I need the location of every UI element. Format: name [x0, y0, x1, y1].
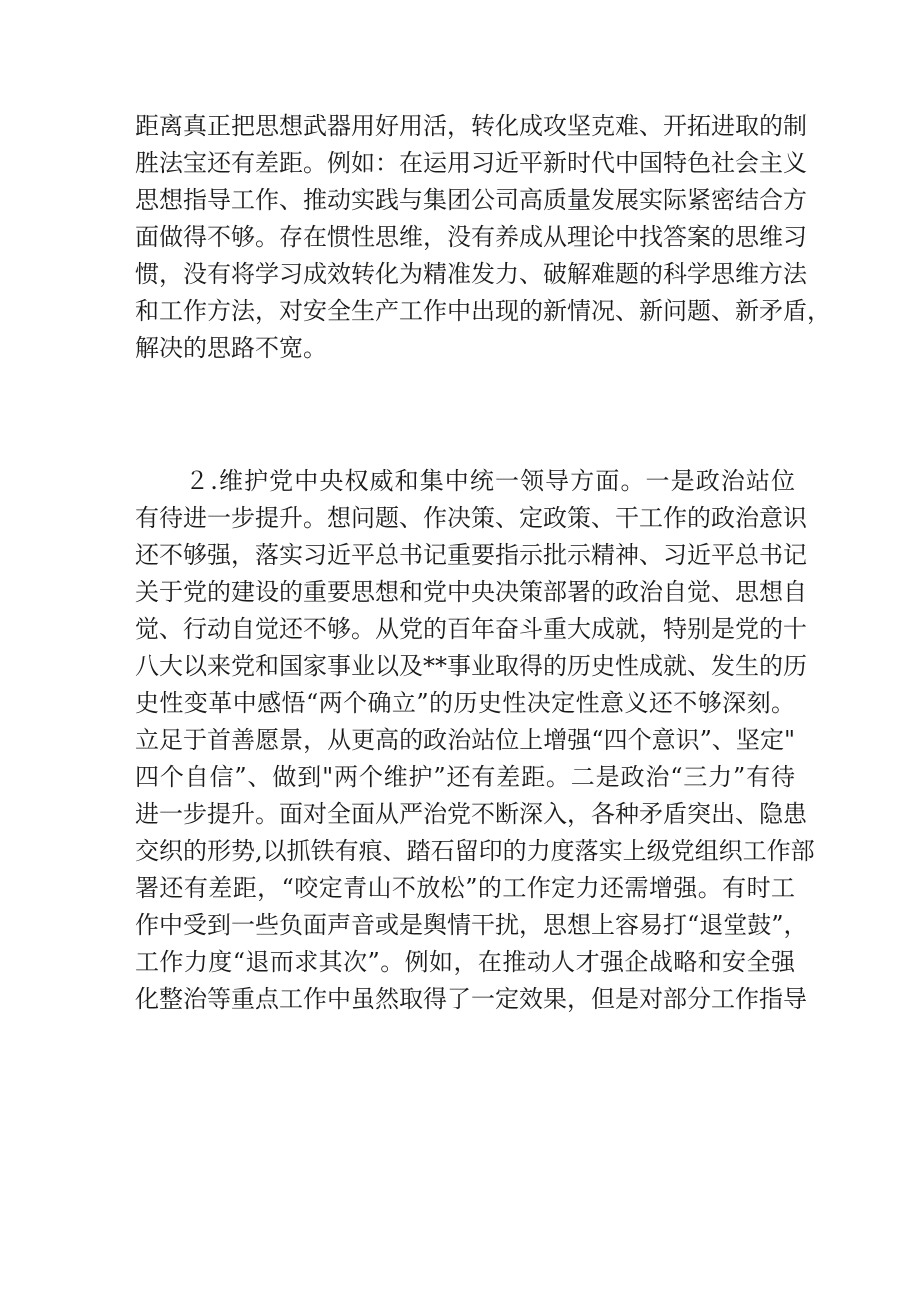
- text-line: 交织的形势,以抓铁有痕、踏石留印的力度落实上级党组织工作部: [135, 837, 815, 865]
- text-line: 面做得不够。存在惯性思维，没有养成从理论中找答案的思维习: [135, 223, 807, 251]
- text-line: 惯，没有将学习成效转化为精准发力、破解难题的科学思维方法: [135, 260, 807, 288]
- text-line: 署还有差距，“咬定青山不放松”的工作定力还需增强。有时工: [135, 874, 795, 902]
- text-line: 距离真正把思想武器用好用活，转化成攻坚克难、开拓进取的制: [135, 112, 807, 140]
- paragraph-continuation: [135, 108, 831, 367]
- text-line: 八大以来党和国家事业以及**事业取得的历史性成就、发生的历: [135, 652, 807, 680]
- text-line: 和工作方法，对安全生产工作中出现的新情况、新问题、新矛盾，: [135, 297, 831, 325]
- text-line: 胜法宝还有差距。例如：在运用习近平新时代中国特色社会主义: [135, 149, 807, 177]
- text-line: 关于党的建设的重要思想和党中央决策部署的政治自觉、思想自: [135, 578, 807, 606]
- text-line: 史性变革中感悟“两个确立”的历史性决定性意义还不够深刻。: [135, 689, 795, 717]
- text-line: 立足于首善愿景，从更高的政治站位上增强“四个意识”、坚定": [135, 726, 795, 754]
- section-heading-line: ２.维护党中央权威和集中统一领导方面。一是政治站位: [135, 467, 795, 495]
- text-line: 四个自信”、做到"两个维护”还有差距。二是政治“三力”有待: [135, 763, 795, 791]
- text-line: 解决的思路不宽。: [135, 334, 327, 362]
- text-line: 觉、行动自觉还不够。从党的百年奋斗重大成就，特别是党的十: [135, 615, 807, 643]
- text-line: 作中受到一些负面声音或是舆情干扰，思想上容易打“退堂鼓”，: [135, 911, 808, 939]
- text-line: 工作力度“退而求其次”。例如，在推动人才强企战略和安全强: [135, 948, 795, 976]
- text-line: 还不够强，落实习近平总书记重要指示批示精神、习近平总书记: [135, 541, 807, 569]
- text-line: 进一步提升。面对全面从严治党不断深入，各种矛盾突出、隐患: [135, 800, 807, 828]
- text-line: 思想指导工作、推动实践与集团公司高质量发展实际紧密结合方: [135, 186, 807, 214]
- text-line: 有待进一步提升。想问题、作决策、定政策、干工作的政治意识: [135, 504, 807, 532]
- paragraph-section-2: [135, 463, 815, 1018]
- text-line: 化整治等重点工作中虽然取得了一定效果，但是对部分工作指导: [135, 985, 807, 1013]
